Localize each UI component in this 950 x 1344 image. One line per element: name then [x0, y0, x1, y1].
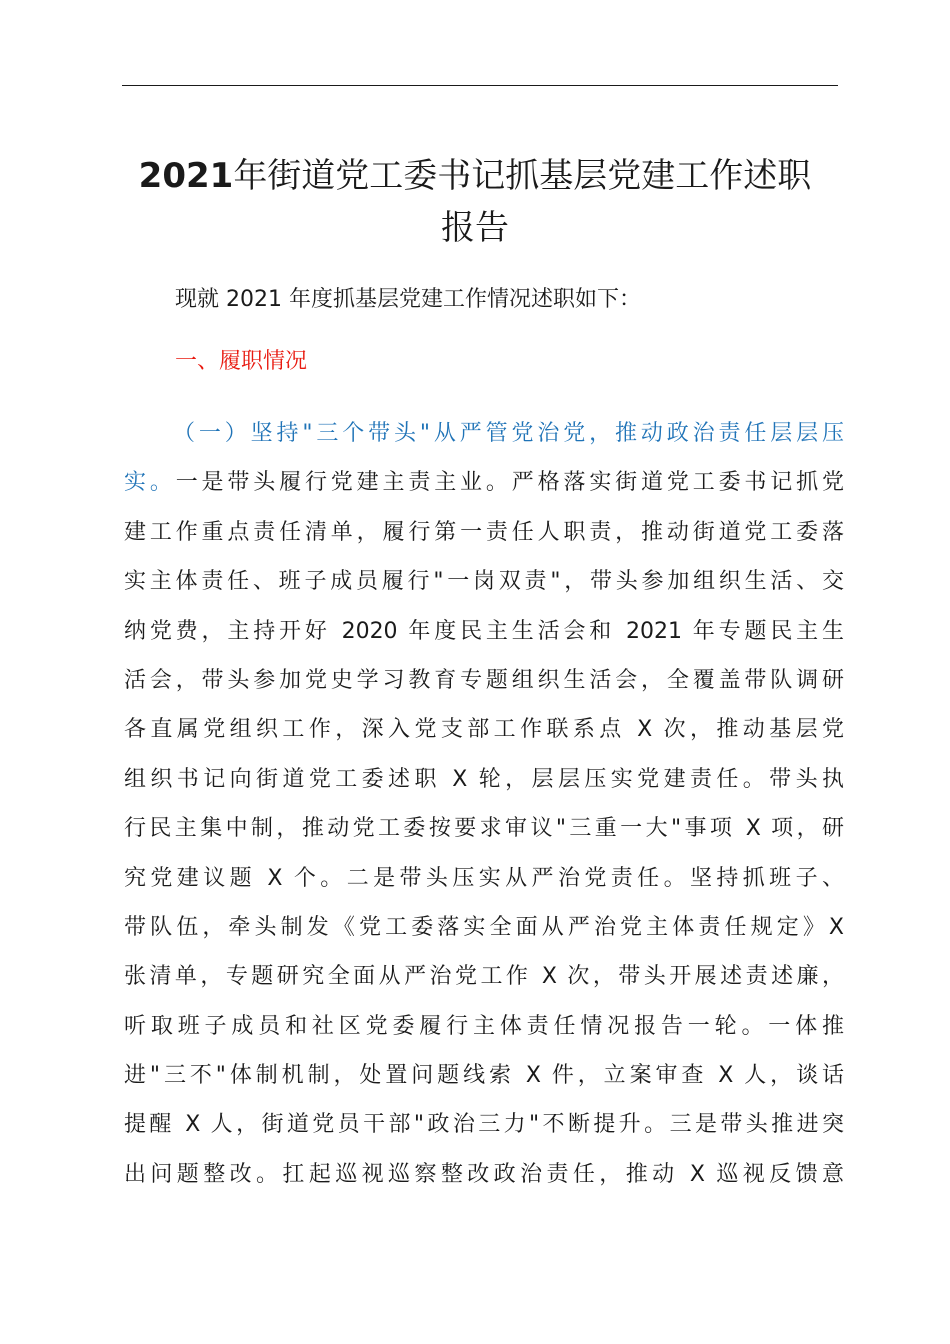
title-line1-rest: 年街道党工委书记抓基层党建工作述职 — [233, 156, 812, 196]
body-line: 活会，带头参加党史学习教育专题组织生活会，全覆盖带队调研 — [124, 667, 844, 693]
subheading-part2: 实。 — [124, 470, 176, 496]
body-line: 张清单，专题研究全面从严治党工作 X 次，带头开展述责述廉， — [124, 964, 844, 990]
title-line2: 报告 — [441, 208, 509, 248]
body-line: 实主体责任、班子成员履行"一岗双责"，带头参加组织生活、交 — [124, 569, 844, 595]
body-line: 进"三不"体制机制，处置问题线索 X 件，立案审查 X 人，谈话 — [124, 1063, 844, 1089]
body-line — [124, 458, 844, 507]
header-rule — [122, 85, 838, 86]
body-line: 带队伍，牵头制发《党工委落实全面从严治党主体责任规定》X — [124, 914, 844, 940]
body-line: 各直属党组织工作，深入党支部工作联系点 X 次，推动基层党 — [124, 717, 844, 743]
section-heading: 一、履职情况 — [175, 349, 308, 374]
body-line: 建工作重点责任清单，履行第一责任人职责，推动街道党工委落 — [124, 519, 844, 545]
body-line-text: 一是带头履行党建主责主业。严格落实街道党工委书记抓党 — [175, 470, 844, 496]
body-line: 组织书记向街道党工委述职 X 轮，层层压实党建责任。带头执 — [124, 766, 844, 792]
body-line: 究党建议题 X 个。二是带头压实从严治党责任。坚持抓班子、 — [124, 865, 844, 891]
document-title — [110, 150, 840, 254]
subheading-part1: （一）坚持"三个带头"从严管党治党，推动政治责任层层压 — [173, 421, 844, 446]
body-paragraph — [124, 409, 844, 1199]
body-line: 听取班子成员和社区党委履行主体责任情况报告一轮。一体推 — [124, 1013, 844, 1039]
body-line: 行民主集中制，推动党工委按要求审议"三重一大"事项 X 项，研 — [124, 816, 844, 842]
subheading-line — [124, 409, 844, 458]
intro-paragraph: 现就 2021 年度抓基层党建工作情况述职如下： — [175, 287, 641, 312]
body-line: 纳党费，主持开好 2020 年度民主生活会和 2021 年专题民主生 — [124, 618, 844, 644]
body-line: 出问题整改。扛起巡视巡察整改政治责任，推动 X 巡视反馈意 — [124, 1161, 844, 1187]
title-year: 2021 — [138, 156, 234, 196]
body-line: 提醒 X 人，街道党员干部"政治三力"不断提升。三是带头推进突 — [124, 1112, 844, 1138]
